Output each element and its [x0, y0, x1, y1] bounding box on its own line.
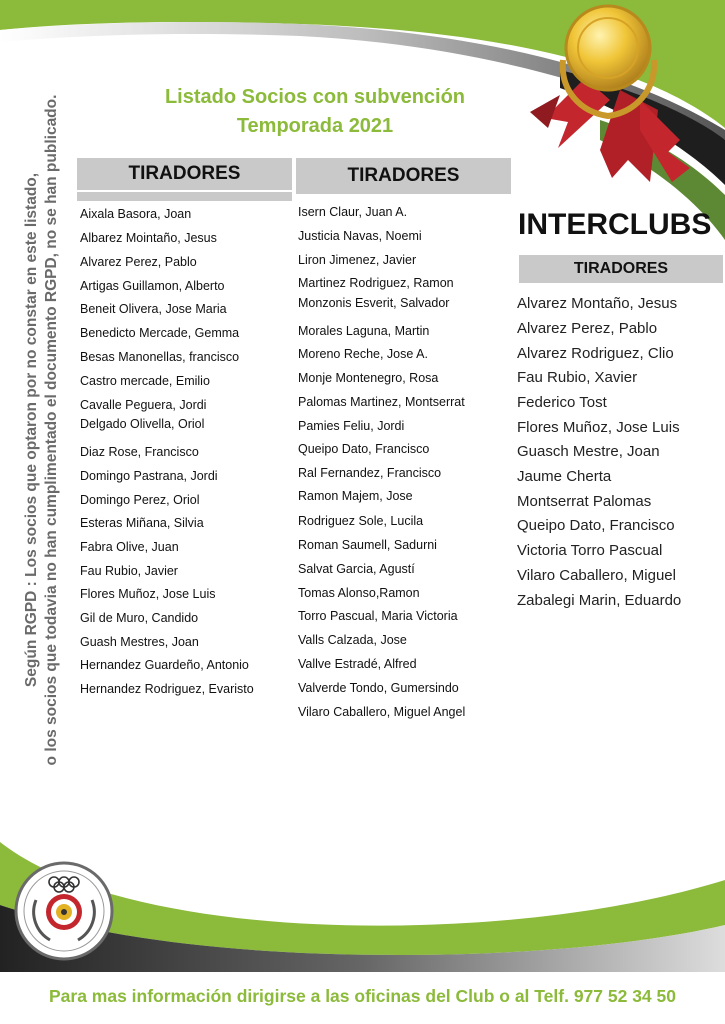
list-item: Esteras Miñana, Silvia [80, 516, 204, 530]
list-item: Vilaro Caballero, Miguel [517, 567, 676, 584]
list-item: Valls Calzada, Jose [298, 633, 407, 647]
list-item: Beneit Olivera, Jose Maria [80, 302, 227, 316]
list-item: Besas Manonellas, francisco [80, 350, 240, 364]
rgpd-line-1: Según RGPD : Los socios que optaron por no constar en este listado, [23, 172, 40, 688]
interclubs-header: TIRADORES [519, 255, 723, 283]
list-item: Alvarez Rodriguez, Clio [517, 345, 674, 362]
list-item: Hernandez Guardeño, Antonio [80, 658, 249, 672]
club-logo [16, 863, 112, 959]
list-item: Guasch Mestre, Joan [517, 443, 660, 460]
page-title: Listado Socios con subvención [164, 86, 466, 108]
list-item: Monje Montenegro, Rosa [298, 371, 439, 385]
list-item: Valverde Tondo, Gumersindo [298, 681, 459, 695]
list-item: Roman Saumell, Sadurni [298, 538, 437, 552]
list-item: Isern Claur, Juan A. [298, 205, 408, 219]
column1-header: TIRADORES [77, 158, 292, 190]
list-item: Montserrat Palomas [517, 493, 652, 510]
column2-header: TIRADORES [296, 158, 511, 194]
list-item: Palomas Martinez, Montserrat [298, 395, 465, 409]
list-item: Cavalle Peguera, Jordi [80, 398, 207, 412]
column1-header-block [77, 158, 292, 201]
list-item: Pamies Feliu, Jordi [298, 419, 405, 433]
list-item: Ral Fernandez, Francisco [298, 466, 442, 480]
page-subtitle: Temporada 2021 [236, 115, 394, 137]
list-item: Moreno Reche, Jose A. [298, 347, 428, 361]
list-item: Delgado Olivella, Oriol [80, 417, 205, 431]
list-item: Vilaro Caballero, Miguel Angel [298, 705, 466, 719]
list-item: Alvarez Perez, Pablo [517, 320, 658, 337]
list-item: Aixala Basora, Joan [80, 207, 192, 221]
list-item: Diaz Rose, Francisco [80, 445, 199, 459]
list-item: Alvarez Perez, Pablo [80, 255, 197, 269]
list-item: Salvat Garcia, Agustí [298, 562, 415, 576]
list-item: Albarez Mointaño, Jesus [80, 231, 217, 245]
list-item: Flores Muñoz, Jose Luis [80, 587, 216, 601]
list-item: Morales Laguna, Martin [298, 324, 430, 338]
list-item: Ramon Majem, Jose [298, 489, 413, 503]
list-item: Liron Jimenez, Javier [298, 253, 417, 267]
list-item: Justicia Navas, Noemi [298, 229, 422, 243]
list-item: Monzonis Esverit, Salvador [298, 296, 450, 310]
rgpd-line-2: o los socios que todavia no han cumplimentado el documento RGPD, no se han publicado. [43, 94, 60, 766]
column2-header-block [296, 158, 511, 194]
list-item: Alvarez Montaño, Jesus [517, 295, 678, 312]
list-item: Rodriguez Sole, Lucila [298, 514, 424, 528]
list-item: Domingo Pastrana, Jordi [80, 469, 218, 483]
list-item: Gil de Muro, Candido [80, 611, 199, 625]
list-item: Queipo Dato, Francisco [298, 442, 430, 456]
column1-header-underbar [77, 192, 292, 201]
rgpd-side-note [22, 80, 62, 780]
list-item: Fau Rubio, Xavier [517, 369, 638, 386]
list-item: Flores Muñoz, Jose Luis [517, 419, 680, 436]
list-item: Torro Pascual, Maria Victoria [298, 609, 458, 623]
list-item: Artigas Guillamon, Alberto [80, 279, 225, 293]
list-item: Federico Tost [517, 394, 607, 411]
list-item: Queipo Dato, Francisco [517, 517, 675, 534]
list-item: Fau Rubio, Javier [80, 564, 178, 578]
list-item: Jaume Cherta [517, 468, 612, 485]
list-item: Martinez Rodriguez, Ramon [298, 276, 454, 290]
list-item: Vallve Estradé, Alfred [298, 657, 417, 671]
list-item: Tomas Alonso,Ramon [298, 586, 420, 600]
list-item: Guash Mestres, Joan [80, 635, 199, 649]
footer-contact: Para mas información dirigirse a las oficinas del Club o al Telf. 977 52 34 50 [48, 986, 676, 1006]
list-item: Zabalegi Marin, Eduardo [517, 592, 682, 609]
interclubs-title: INTERCLUBS [518, 208, 712, 241]
list-item: Domingo Perez, Oriol [80, 493, 200, 507]
list-item: Benedicto Mercade, Gemma [80, 326, 240, 340]
list-item: Victoria Torro Pascual [517, 542, 663, 559]
list-item: Fabra Olive, Juan [80, 540, 179, 554]
list-item: Hernandez Rodriguez, Evaristo [80, 682, 254, 696]
list-item: Castro mercade, Emilio [80, 374, 210, 388]
